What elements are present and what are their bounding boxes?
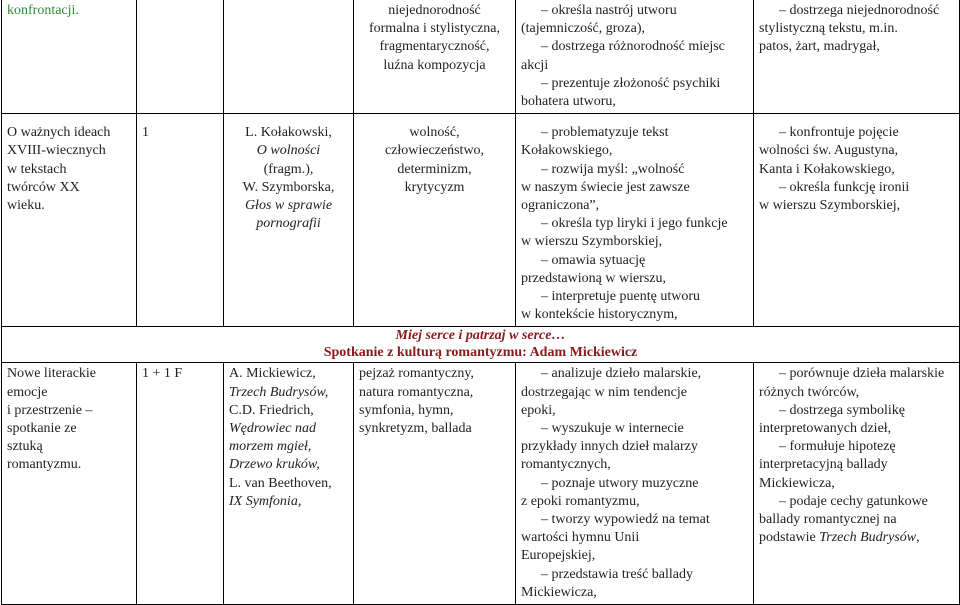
concept-line: fragmentaryczność, [379,39,490,55]
cell-concepts [354,363,516,605]
cell-basic-req [516,363,754,605]
topic-line: emocje [7,384,48,400]
req-line: – problematyzuje tekst [541,125,669,141]
topic-line: twórców XX [7,179,80,195]
cell-topic [2,0,137,114]
text-line: pornografii [256,216,321,232]
concept-line: pejzaż romantyczny, [359,366,474,382]
req-line: Europejskiej, [521,548,596,564]
text-line: (fragm.), [263,161,314,177]
req-line: w naszym świecie jest zawsze [521,179,690,195]
cell-texts [224,363,354,605]
cell-basic-req [516,114,754,327]
req-line: stylistyczną tekstu, m.in. [759,21,898,37]
cell-texts [224,114,354,327]
cell-hours [137,114,224,327]
text-line: L. van Beethoven, [229,475,332,491]
cell-hours [137,0,224,114]
cell-extended-req [754,114,960,327]
topic-line: XVIII-wiecznych [7,143,106,159]
topic-line: Nowe literackie [7,366,97,382]
table-row [2,0,960,114]
curriculum-table [1,0,960,605]
topic-text: konfrontacji. [7,3,79,18]
concept-line: natura romantyczna, [359,384,474,400]
text-line: Trzech Budrysów, [229,384,329,400]
req-line: ograniczona”, [521,198,600,214]
section-banner [2,327,960,363]
req-line: z epoki romantyzmu, [521,493,640,509]
text-line: Wędrowiec nad [229,421,316,437]
concept-line: człowieczeństwo, [384,143,485,159]
req-line: w wierszu Szymborskiej, [759,198,901,214]
topic-line: sztuką [7,439,43,455]
req-line: – dostrzega symbolikę [779,402,905,418]
text-line: L. Kołakowski, [245,125,332,141]
text-line: morzem mgieł, [229,439,312,455]
req-text: podstawie [759,530,820,546]
cell-texts [224,0,354,114]
punctuation: , [916,530,920,546]
req-line: ballady romantycznej na [759,512,897,528]
req-line: – rozwija myśl: „wolność [541,161,685,177]
req-line: – dostrzega różnorodność miejsc [541,39,725,55]
req-line: przedstawioną w wierszu, [521,270,667,286]
banner-motto: Miej serce i patrzaj w serce… [395,328,566,344]
text-line: O wolności [256,143,321,159]
cell-concepts [354,114,516,327]
req-line: w wierszu Szymborskiej, [521,234,663,250]
req-line: – poznaje utwory muzyczne [541,475,699,491]
req-line: interpretowanych dzieł, [759,421,892,437]
cell-topic [2,363,137,605]
req-line: romantycznych, [521,457,611,473]
req-line: wartości hymnu Unii [521,530,640,546]
table-row [2,114,960,327]
req-line: – określa nastrój utworu [541,3,677,18]
req-line: Kołakowskiego, [521,143,613,159]
req-line: interpretacyjną ballady [759,457,888,473]
req-line: (tajemniczość, groza), [521,21,645,37]
topic-line: wieku. [7,198,45,214]
req-line: – formułuje hipotezę [779,439,896,455]
table-row [2,363,960,605]
concept-line: niejednorodność [388,3,481,18]
req-line: Mickiewicza, [759,475,835,491]
topic-line: i przestrzenie – [7,402,93,418]
req-line: – interpretuje puentę utworu [541,289,701,305]
req-line: akcji [521,57,549,73]
req-line: wolności św. Augustyna, [759,143,899,159]
req-line: – podaje cechy gatunkowe [779,493,928,509]
topic-line: spotkanie ze [7,421,77,437]
topic-line: O ważnych ideach [7,125,111,141]
concept-line: luźna kompozycja [383,57,486,73]
cell-hours [137,363,224,605]
text-line: W. Szymborska, [242,179,335,195]
req-line: przykłady innych dzieł malarzy [521,439,698,455]
hours-value: 1 [142,125,149,141]
req-line: bohatera utworu, [521,94,616,110]
req-line: – omawia sytuację [541,252,646,268]
text-line: IX Symfonia, [229,493,302,509]
req-line: – porównuje dzieła malarskie [779,366,945,382]
req-line: Kanta i Kołakowskiego, [759,161,895,177]
req-line: – prezentuje złożoność psychiki [541,75,721,91]
hours-value: 1 + 1 F [142,366,183,382]
text-line: Drzewo kruków, [229,457,320,473]
req-line: – konfrontuje pojęcie [779,125,899,141]
req-line: Mickiewicza, [521,584,597,600]
concept-line: formalna i stylistyczna, [368,21,501,37]
topic-line: w tekstach [7,161,67,177]
text-line: Głos w sprawie [244,198,333,214]
req-line: epoki, [521,402,556,418]
req-line: różnych twórców, [759,384,860,400]
req-line: dostrzegając w nim tendencje [521,384,687,400]
req-line: – analizuje dzieło malarskie, [541,366,702,382]
req-line [759,529,954,547]
req-line: – dostrzega niejednorodność [779,3,940,18]
req-line: – przedstawia treść ballady [541,566,693,582]
req-line: – określa funkcję ironii [779,179,910,195]
banner-title: Spotkanie z kulturą romantyzmu: Adam Mickiewicz [323,345,638,361]
cell-topic [2,114,137,327]
concept-line: krytycyzm [404,179,465,195]
work-title: Trzech Budrysów [819,530,917,546]
req-line: – określa typ liryki i jego funkcje [541,216,728,232]
section-banner-row [2,327,960,363]
cell-extended-req [754,363,960,605]
req-line: w kontekście historycznym, [521,307,678,323]
concept-line: wolność, [409,125,460,141]
concept-line: symfonia, hymn, [359,402,454,418]
cell-extended-req [754,0,960,114]
cell-basic-req [516,0,754,114]
concept-line: synkretyzm, ballada [359,421,472,437]
text-line: A. Mickiewicz, [229,366,316,382]
topic-line: romantyzmu. [7,457,82,473]
req-line: – wyszukuje w internecie [541,421,684,437]
concept-line: determinizm, [397,161,472,177]
req-line: patos, żart, madrygał, [759,39,880,55]
req-line: – tworzy wypowiedź na temat [541,512,710,528]
text-line: C.D. Friedrich, [229,402,314,418]
cell-concepts [354,0,516,114]
